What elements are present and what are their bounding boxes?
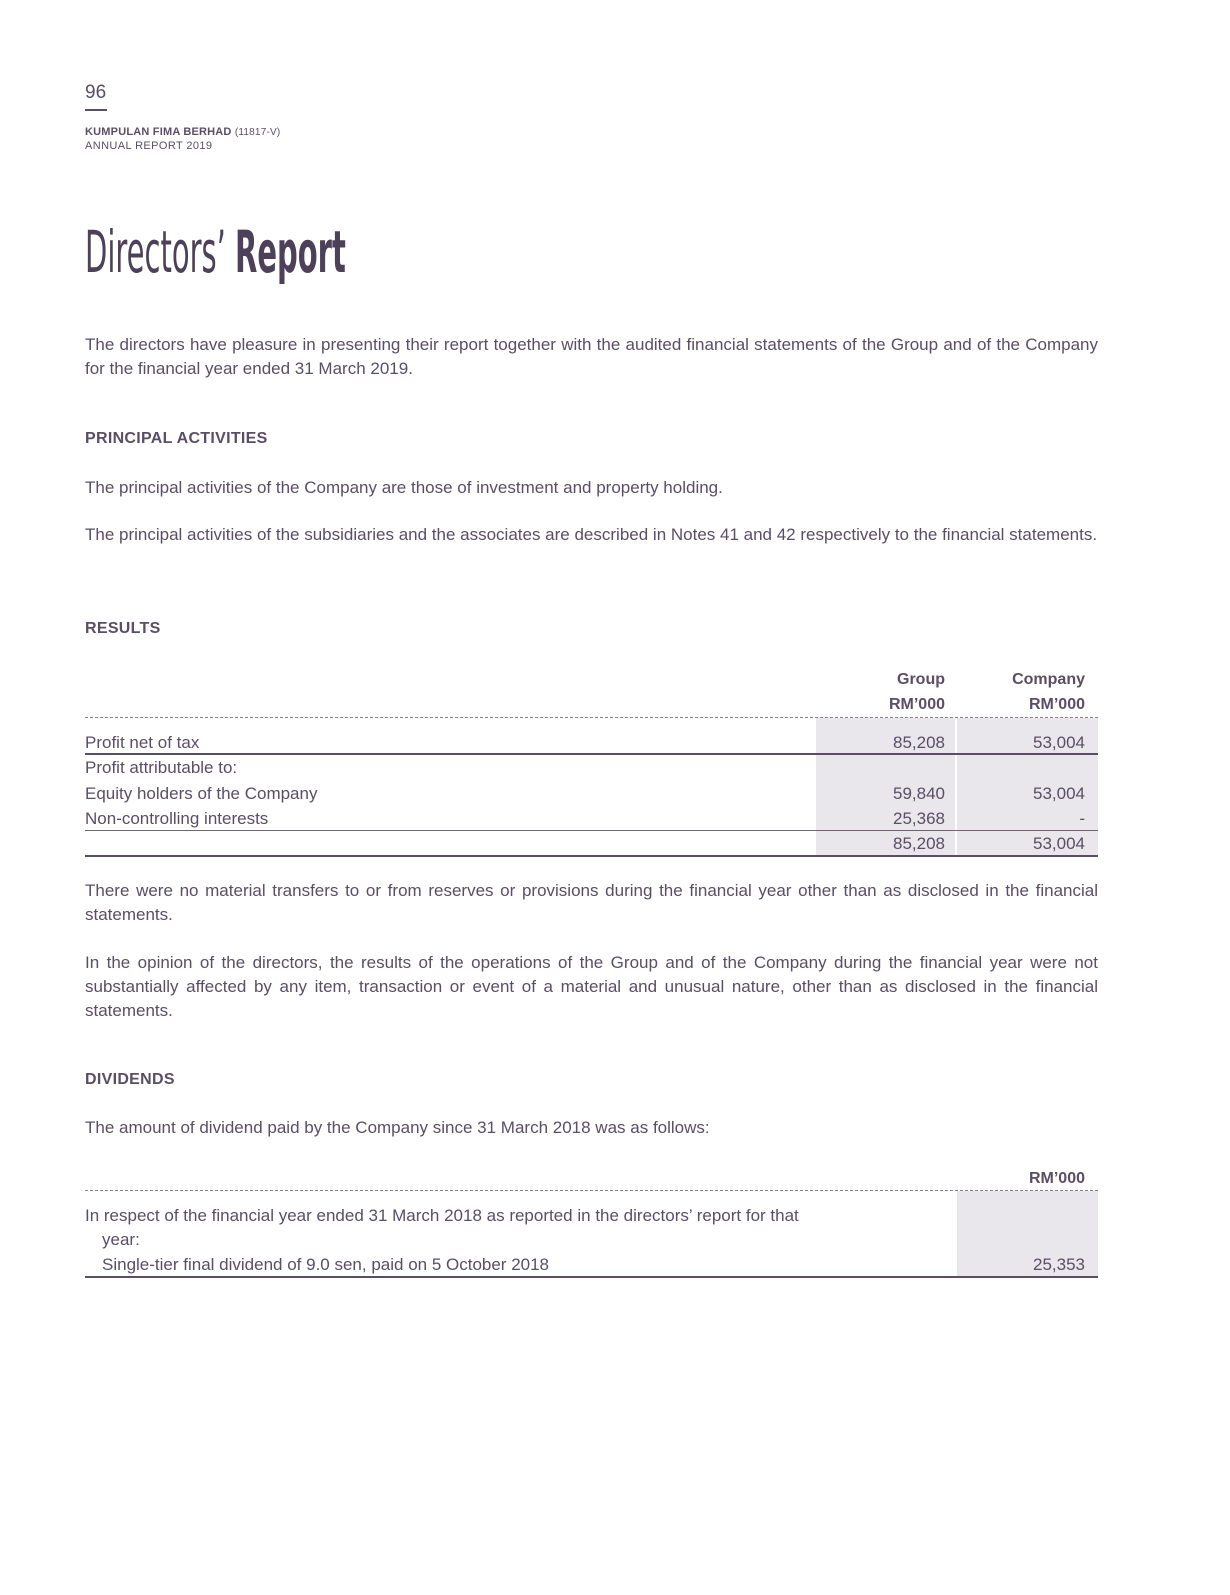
col-group-name: Group: [897, 671, 945, 688]
dividends-paragraph: The amount of dividend paid by the Company since 31 March 2018 was as follows:: [85, 1118, 710, 1137]
results-paragraph-1: There were no material transfers to or from reserves or provisions during the financial year other than as disclosed in the financial statements.: [85, 881, 1098, 924]
row-label: Non-controlling interests: [85, 809, 269, 828]
company-reg: (11817-V): [234, 127, 281, 138]
row-company-value: 53,004: [1033, 784, 1085, 803]
row-rule: [85, 830, 1098, 831]
row-label: Profit attributable to:: [85, 758, 238, 777]
page-number-rule: [85, 109, 107, 111]
row-group-value: 85,208: [893, 733, 945, 752]
dividend-unit: RM’000: [1028, 1170, 1085, 1187]
dividend-header-rule: [85, 1190, 1098, 1191]
page-number: 96: [85, 82, 107, 103]
report-name: ANNUAL REPORT 2019: [85, 140, 213, 152]
row-rule: [85, 753, 1098, 755]
dividend-row-line-1: In respect of the financial year ended 31 March 2018 as reported in the directors’ report for that: [85, 1206, 799, 1225]
dividend-total-rule: [85, 1276, 1098, 1278]
row-label: Profit net of tax: [85, 733, 200, 752]
results-header-rule: [85, 717, 1098, 718]
results-paragraph-2: In the opinion of the directors, the results of the operations of the Group and of the Company during the financial year were not substantially affected by any item, transaction or event of a material and unusual nature, other than as disclosed in the financial statements.: [85, 953, 1098, 1020]
results-heading: RESULTS: [85, 620, 161, 637]
row-company-value: 53,004: [1033, 733, 1085, 752]
row-label: Equity holders of the Company: [85, 784, 318, 803]
col-group-unit: RM’000: [888, 696, 945, 713]
dividend-row-line-3: Single-tier final dividend of 9.0 sen, paid on 5 October 2018: [102, 1255, 550, 1274]
title-light: Directors’: [85, 218, 226, 286]
dividend-value: 25,353: [1033, 1255, 1085, 1274]
company-line: [85, 126, 280, 138]
row-company-value: -: [1079, 809, 1085, 828]
dividends-heading: DIVIDENDS: [85, 1071, 175, 1088]
principal-paragraph-1: The principal activities of the Company are those of investment and property holding.: [85, 478, 723, 497]
page-title: [85, 218, 367, 298]
dividend-row-line-2: year:: [102, 1230, 140, 1249]
company-name: KUMPULAN FIMA BERHAD: [85, 126, 232, 138]
principal-heading: PRINCIPAL ACTIVITIES: [85, 430, 268, 447]
principal-paragraph-2: The principal activities of the subsidiaries and the associates are described in Notes 41 and 42 respectively to the financial statements.: [85, 525, 1098, 544]
row-group-value: 25,368: [893, 809, 945, 828]
row-group-value: 59,840: [893, 784, 945, 803]
total-company-value: 53,004: [1033, 834, 1085, 853]
document-page: [85, 0, 1098, 1595]
total-group-value: 85,208: [893, 834, 945, 853]
total-rule: [85, 855, 1098, 857]
col-company-name: Company: [1012, 671, 1085, 688]
title-bold: Report: [235, 218, 346, 286]
intro-paragraph: The directors have pleasure in presenting their report together with the audited financial statements of the Group and of the Company for the financial year ended 31 March 2019.: [85, 335, 1098, 378]
col-company-unit: RM’000: [1028, 696, 1085, 713]
